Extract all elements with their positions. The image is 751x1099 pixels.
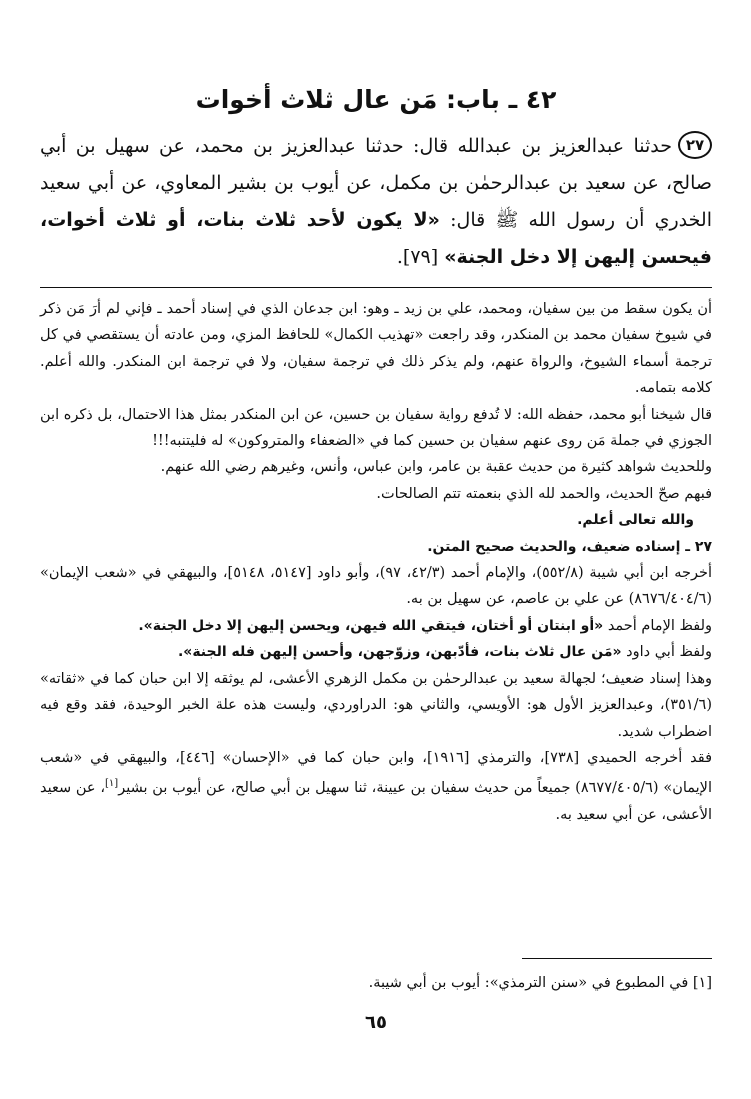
note-text: ولفظ أبي داود [626, 644, 712, 661]
allahu-alam: والله تعالى أعلم. [577, 512, 694, 529]
note-paragraph: أخرجه ابن أبي شيبة (٥٥٢/٨)، والإمام أحمد (٤٢/٣، ٩٧)، وأبو داود [٥١٤٧، ٥١٤٨]، والبيهقي في «شعب الإيمان» (٨٦٧٦/٤٠٤/٦) عن علي بن عاصم، عن سهيل بن به. [40, 565, 712, 608]
hadith-chain: حدثنا عبدالعزيز بن عبدالله قال: حدثنا عبدالعزيز بن محمد، عن سهيل بن أبي صالح، عن سعيد بن عبدالرحمٰن بن مكمل، عن أيوب بن بشير المعاوي، عن أبي سعيد الخدري أن رسول الله ﷺ قال: [40, 135, 712, 231]
note-paragraph: وهذا إسناد ضعيف؛ لجهالة سعيد بن عبدالرحمٰن بن مكمل الزهري الأعشى، لم يوثقه إلا ابن حبان كما في «ثقاته» (٣٥١/٦)، وعبدالعزيز الأول هو: الأويسي، والثاني هو: الدراوردي، وليست هذه علة الخبر الوحيدة، فقد وقع فيه اضطراب شديد. [40, 670, 712, 740]
hadith-text [40, 128, 712, 276]
note-paragraph [40, 613, 712, 639]
note-text: ، عن سعيد الأعشى، عن أبي سعيد به. [40, 780, 712, 823]
note-paragraph: وللحديث شواهد كثيرة من حديث عقبة بن عامر، وابن عباس، وأنس، وغيرهم رضي الله عنهم. [160, 459, 712, 476]
page-number: ٦٥ [365, 1012, 387, 1033]
quoted-wording: «أو ابنتان أو أختان، فيتقي الله فيهن، ويحسن إليهن إلا دخل الجنة». [138, 617, 604, 634]
footnote-divider [522, 958, 712, 959]
hadith-number-badge: ٢٧ [678, 131, 712, 159]
hadith-ref: [٧٩]. [396, 246, 439, 268]
hadith-matn: «لا يكون لأحد ثلاث بنات، أو ثلاث أخوات، فيحسن إليهن إلا دخل الجنة» [40, 209, 712, 268]
note-paragraph [40, 639, 712, 665]
quoted-wording: «مَن عال ثلاث بنات، فأدّبهن، وزوّجهن، وأحسن إليهن فله الجنة». [177, 644, 622, 661]
section-divider [40, 287, 712, 288]
closing-phrase [40, 507, 712, 533]
book-page [40, 0, 712, 1099]
footnote-marker[interactable]: [١] [105, 778, 119, 790]
footnote: [١] في المطبوع في «سنن الترمذي»: أيوب بن أبي شيبة. [368, 975, 712, 991]
commentary [40, 296, 712, 828]
note-text: فقد أخرجه الحميدي [٧٣٨]، والترمذي [١٩١٦]، وابن حبان كما في «الإحسان» [٤٤٦]، والبيهقي في «شعب الإيمان» (٨٦٧٧/٤٠٥/٦) جميعاً من حديث سفيان بن عيينة، ثنا سهيل بن أبي صالح، عن أيوب بن بشير [40, 749, 713, 797]
note-paragraph [40, 745, 712, 828]
chapter-title: ٤٢ ـ باب: مَن عال ثلاث أخوات [195, 85, 557, 114]
note-27-heading: ٢٧ ـ إسناده ضعيف، والحديث صحيح المتن. [427, 538, 712, 555]
note-paragraph: فبهم صحّ الحديث، والحمد لله الذي بنعمته تتم الصالحات. [376, 485, 712, 502]
note-paragraph: أن يكون سقط من بين سفيان، ومحمد، علي بن زيد ـ وهو: ابن جدعان الذي في إسناد أحمد ـ فإني لم أرَ مَن ذكر في شيوخ سفيان محمد بن المنكدر، وقد راجعت «تهذيب الكمال» للحافظ المزي، ومن عادته أن يستقصي في كل ترجمة أسماء الشيوخ، والرواة عنهم، ولم يذكر ذلك في ترجمة سفيان، ولا في ترجمة ابن المنكدر. والله أعلم. كلامه بتمامه. [40, 301, 712, 397]
note-paragraph: قال شيخنا أبو محمد، حفظه الله: لا تُدفع رواية سفيان بن حسين، عن ابن المنكدر بمثل هذا الاحتمال، بل ذكره ابن الجوزي في جملة مَن روى عنهم سفيان بن حسين كما في «الضعفاء والمتروكون» له فليتنبه!!! [40, 406, 712, 450]
note-text: ولفظ الإمام أحمد [607, 617, 712, 634]
